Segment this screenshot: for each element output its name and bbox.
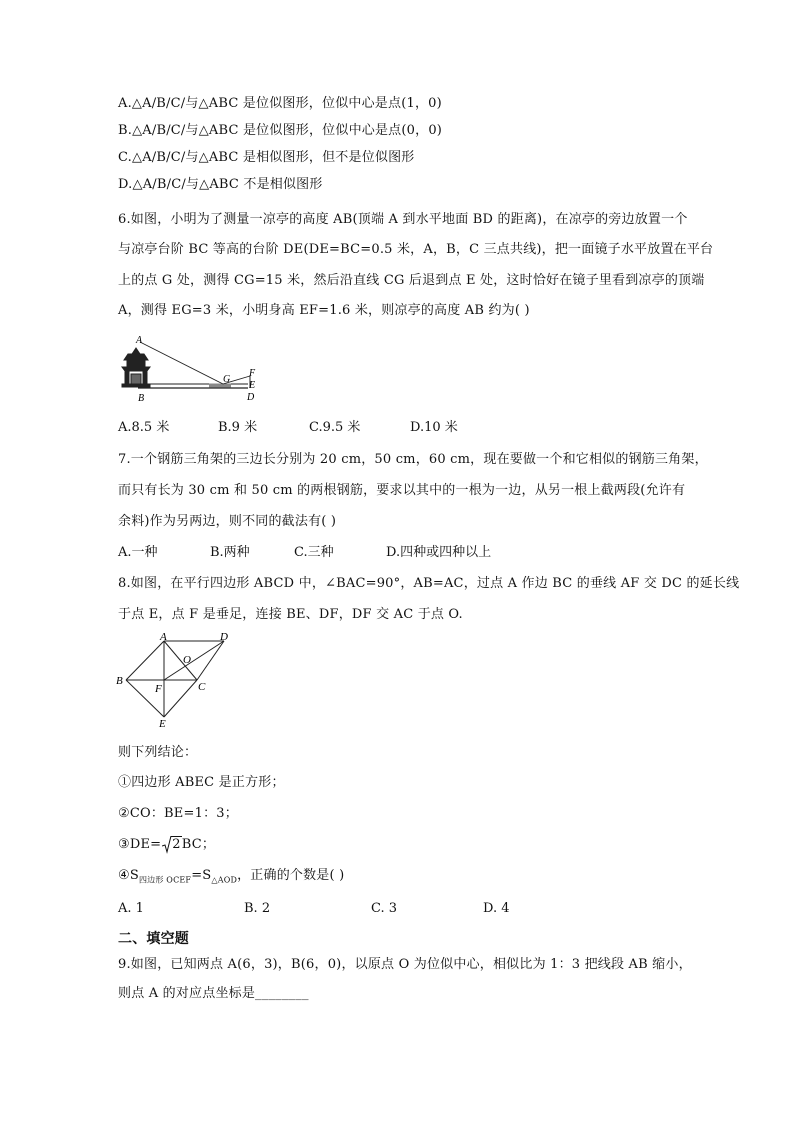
q6-line-3: 上的点 G 处，测得 CG=15 米，然后沿直线 CG 后退到点 E 处，这时恰好在镜子里看到凉亭的顶端 xyxy=(118,273,705,288)
q8-conclusion-4-sub1: 四边形 OCEF xyxy=(138,875,192,885)
q6-option-b: B.9 米 xyxy=(218,420,258,435)
q6-figure xyxy=(116,334,266,406)
q8-conclusion-4-sub2: △AOD xyxy=(211,875,238,885)
q5-option-a: A.△A/B/C/与△ABC 是位似图形，位似中心是点(1，0) xyxy=(118,96,442,111)
q8-label-a: A xyxy=(160,632,167,643)
q8-conclusions-intro: 则下列结论： xyxy=(118,745,198,760)
pavilion-illustration xyxy=(122,348,150,387)
q6-label-f: F xyxy=(249,368,256,379)
q8-label-e: E xyxy=(159,718,166,728)
q6-line-4: A，测得 EG=3 米，小明身高 EF=1.6 米，则凉亭的高度 AB 约为( ) xyxy=(118,303,530,318)
q6-label-g: G xyxy=(223,374,231,385)
segment-ce xyxy=(164,680,197,717)
sqrt-symbol xyxy=(162,835,181,855)
q8-option-a: A. 1 xyxy=(118,901,144,916)
sqrt-radicand: 2 xyxy=(172,837,181,852)
q8-figure xyxy=(114,632,234,728)
q8-conclusion-4-mid: =S xyxy=(191,868,212,883)
segment-dc xyxy=(197,641,224,680)
q8-line-1: 8.如图，在平行四边形 ABCD 中，∠BAC=90°，AB=AC，过点 A 作边 BC 的垂线 AF 交 DC 的延长线 xyxy=(118,576,740,591)
q8-conclusion-3-prefix: ③DE= xyxy=(118,837,162,852)
q8-conclusion-4-suffix: ，正确的个数是( ) xyxy=(237,868,345,883)
q5-option-d: D.△A/B/C/与△ABC 不是相似图形 xyxy=(118,177,323,192)
q9-line-2: 则点 A 的对应点坐标是________ xyxy=(118,986,309,1001)
section-2-title: 二、填空题 xyxy=(118,931,189,947)
q8-label-o: O xyxy=(183,654,191,666)
q6-line-2: 与凉亭台阶 BC 等高的台阶 DE(DE=BC=0.5 米，A，B，C 三点共线)，把一面镜子水平放置在平台 xyxy=(118,242,714,257)
q6-label-b: B xyxy=(138,393,145,404)
q9-line-1: 9.如图，已知两点 A(6，3)，B(6，0)，以原点 O 为位似中心，相似比为 1：3 把线段 AB 缩小， xyxy=(118,957,692,972)
q8-conclusion-3 xyxy=(118,835,215,855)
q6-option-a: A.8.5 米 xyxy=(118,420,170,435)
q7-option-d: D.四种或四种以上 xyxy=(386,545,492,560)
q7-option-b: B.两种 xyxy=(210,545,250,560)
q6-label-d: D xyxy=(247,392,255,403)
q7-option-a: A.一种 xyxy=(118,545,158,560)
segment-ab xyxy=(126,641,164,680)
sight-line-a-g xyxy=(140,342,223,384)
q8-option-c: C. 3 xyxy=(371,901,398,916)
q8-conclusion-4 xyxy=(118,866,344,891)
q8-conclusion-2: ②CO：BE=1：3； xyxy=(118,806,238,821)
q8-label-c: C xyxy=(198,681,206,693)
q7-line-2: 而只有长为 30 cm 和 50 cm 的两根钢筋，要求以其中的一根为一边，从另一根上截两段(允许有 xyxy=(118,483,686,498)
q6-label-a: A xyxy=(136,335,143,346)
segment-ac xyxy=(164,641,197,680)
q6-label-e: E xyxy=(249,380,256,391)
q8-label-f: F xyxy=(155,683,162,695)
q8-option-b: B. 2 xyxy=(244,901,271,916)
q5-option-b: B.△A/B/C/与△ABC 是位似图形，位似中心是点(0，0) xyxy=(118,123,443,138)
q7-option-c: C.三种 xyxy=(294,545,334,560)
q5-option-c: C.△A/B/C/与△ABC 是相似图形，但不是位似图形 xyxy=(118,150,415,165)
q8-conclusion-4-prefix: ④S xyxy=(118,868,139,883)
q6-line-1: 6.如图，小明为了测量一凉亭的高度 AB(顶端 A 到水平地面 BD 的距离)，在凉亭的旁边放置一个 xyxy=(118,212,688,227)
q6-option-c: C.9.5 米 xyxy=(309,420,361,435)
q6-option-d: D.10 米 xyxy=(410,420,458,435)
q8-label-b: B xyxy=(116,675,123,687)
q8-line-2: 于点 E，点 F 是垂足，连接 BE、DF，DF 交 AC 于点 O. xyxy=(118,607,463,622)
q7-line-3: 余料)作为另两边，则不同的截法有( ) xyxy=(118,514,337,529)
q8-conclusion-3-suffix: BC； xyxy=(181,837,216,852)
segment-df xyxy=(164,641,224,680)
q8-conclusion-1: ①四边形 ABEC 是正方形； xyxy=(118,775,285,790)
q8-option-d: D. 4 xyxy=(483,901,510,916)
q8-label-d: D xyxy=(220,632,228,643)
q7-line-1: 7.一个钢筋三角架的三边长分别为 20 cm，50 cm，60 cm，现在要做一个和它相似的钢筋三角架， xyxy=(118,452,708,467)
